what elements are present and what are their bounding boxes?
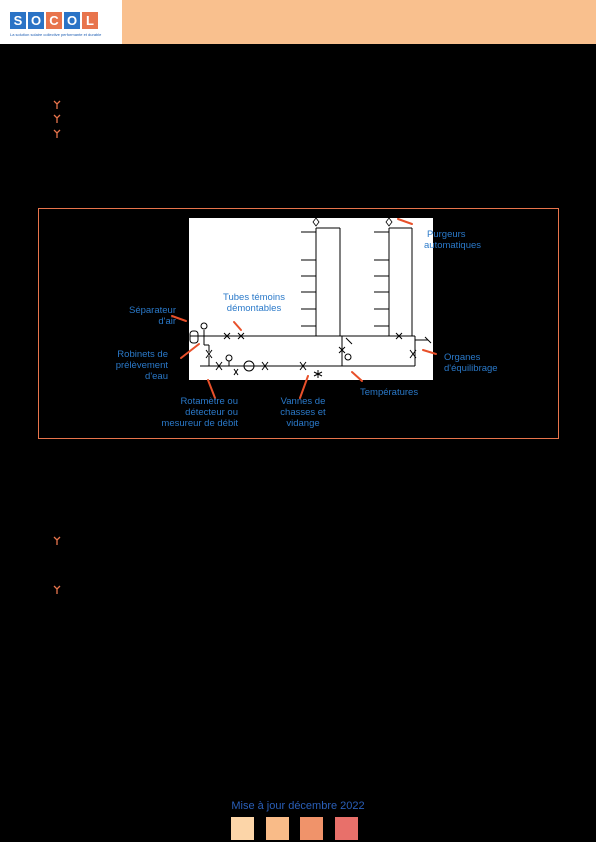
logo-letter: O xyxy=(28,12,44,29)
logo-letter: O xyxy=(64,12,80,29)
label-air-separator: Séparateur d'air xyxy=(128,305,176,327)
logo-tagline: La solution solaire collective performante et durable xyxy=(10,32,102,37)
label-auto-vents: Purgeurs automatiques xyxy=(424,229,482,251)
color-swatch xyxy=(231,817,254,840)
label-balancing: Organes d'équilibrage xyxy=(444,352,498,374)
color-swatch xyxy=(266,817,289,840)
label-temperatures: Températures xyxy=(360,387,419,398)
label-flowmeter: Rotamètre ou détecteur ou mesureur de débit xyxy=(161,396,238,429)
color-swatch xyxy=(335,817,358,840)
logo-letter: L xyxy=(82,12,98,29)
logo-letter: S xyxy=(10,12,26,29)
color-swatch xyxy=(300,817,323,840)
label-sampling-valves: Robinets de prélèvement d'eau xyxy=(115,349,168,382)
label-flush-valves: Vannes de chasses et vidange xyxy=(280,396,326,429)
label-test-tubes: Tubes témoins démontables xyxy=(223,292,285,314)
logo-letter: C xyxy=(46,12,62,29)
footer-update-date: Mise à jour décembre 2022 xyxy=(231,800,365,812)
